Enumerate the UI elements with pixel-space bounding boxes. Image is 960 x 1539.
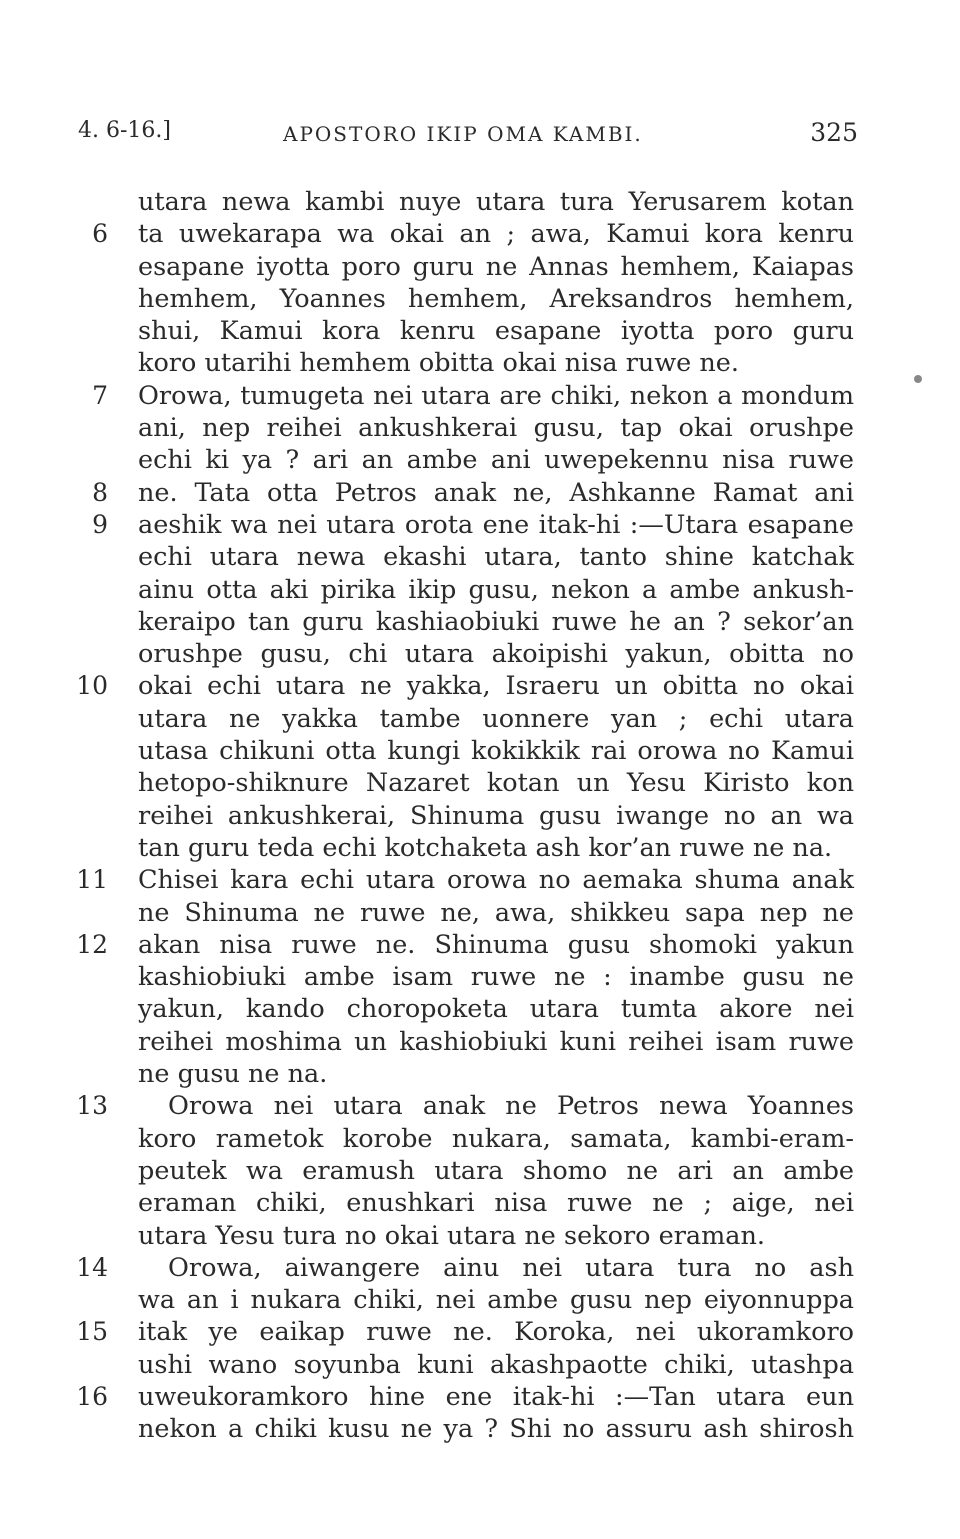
line-text: koro utarihi hemhem obitta okai nisa ruwe ne. (138, 348, 739, 379)
text-line (60, 186, 860, 218)
text-line (60, 767, 860, 799)
line-text: shui, Kamui kora kenru esapane iyotta poro guru (138, 316, 854, 347)
text-line (60, 541, 860, 573)
text-line (60, 1187, 860, 1219)
line-text: koro rametok korobe nukara, samata, kambi-eram- (138, 1123, 854, 1154)
text-line (60, 1284, 860, 1316)
line-text: Orowa nei utara anak ne Petros newa Yoannes (168, 1091, 854, 1122)
line-text: reihei moshima un kashiobiuki kuni reihei isam ruwe (138, 1026, 854, 1057)
verse-number: 14 (76, 1252, 108, 1282)
text-line (60, 283, 860, 315)
line-text: uweukoramkoro hine ene itak-hi :—Tan utara eun (138, 1381, 854, 1412)
verse-number: 15 (76, 1317, 108, 1347)
text-line (60, 1026, 860, 1058)
verse-number: 13 (76, 1091, 108, 1121)
text-line (60, 638, 860, 670)
line-text: echi utara newa ekashi utara, tanto shine katchak (138, 542, 854, 573)
text-line (60, 703, 860, 735)
text-line (60, 218, 860, 250)
chapter-verse-reference: 4. 6-16.] (78, 118, 171, 143)
text-line (60, 961, 860, 993)
line-text: ainu otta aki pirika ikip gusu, nekon a ambe ankush- (138, 574, 854, 605)
line-text: esapane iyotta poro guru ne Annas hemhem, Kaiapas (138, 251, 854, 282)
line-text: akan nisa ruwe ne. Shinuma gusu shomoki yakun (138, 929, 854, 960)
text-line (60, 1316, 860, 1348)
text-line (60, 509, 860, 541)
line-text: yakun, kando choropoketa utara tumta akore nei (138, 994, 854, 1025)
text-line (60, 477, 860, 509)
verse-number: 6 (92, 219, 108, 249)
text-line (60, 832, 860, 864)
verse-number: 7 (92, 380, 108, 410)
line-text: Chisei kara echi utara orowa no aemaka shuma anak (138, 865, 854, 896)
text-line (60, 380, 860, 412)
text-line (60, 897, 860, 929)
line-text: hemhem, Yoannes hemhem, Areksandros hemhem, (138, 283, 854, 314)
verse-number: 11 (76, 865, 108, 895)
text-line (60, 1413, 860, 1445)
line-text: keraipo tan guru kashiaobiuki ruwe he an ? sekor’an (138, 606, 854, 637)
line-text: echi ki ya ? ari an ambe ani uwepekennu nisa ruwe (138, 445, 854, 476)
line-text: ne gusu ne na. (138, 1059, 328, 1090)
text-line (60, 1252, 860, 1284)
page-number: 325 (810, 118, 858, 147)
text-line (60, 251, 860, 283)
margin-speck (914, 375, 922, 383)
line-text: utara newa kambi nuye utara tura Yerusarem kotan (138, 187, 854, 217)
line-text: utasa chikuni otta kungi kokikkik rai orowa no Kamui (138, 736, 854, 767)
line-text: kashiobiuki ambe isam ruwe ne : inambe gusu ne (138, 962, 854, 993)
line-text: itak ye eaikap ruwe ne. Koroka, nei ukoramkoro (138, 1317, 854, 1348)
text-line (60, 1123, 860, 1155)
verse-number: 8 (92, 477, 108, 507)
line-text: peutek wa eramush utara shomo ne ari an ambe (138, 1155, 854, 1186)
text-line (60, 444, 860, 476)
line-text: ta uwekarapa wa okai an ; awa, Kamui kora kenru (138, 219, 854, 250)
text-line (60, 670, 860, 702)
text-line (60, 929, 860, 961)
text-line (60, 412, 860, 444)
text-line (60, 1155, 860, 1187)
text-line (60, 315, 860, 347)
line-text: ne. Tata otta Petros anak ne, Ashkanne Ramat ani (138, 477, 854, 508)
line-text: ne Shinuma ne ruwe ne, awa, shikkeu sapa nep ne (138, 897, 854, 928)
line-text: Orowa, tumugeta nei utara are chiki, nekon a mondum (138, 380, 854, 411)
verse-number: 16 (76, 1381, 108, 1411)
text-line (60, 347, 860, 379)
text-line (60, 606, 860, 638)
line-text: orushpe gusu, chi utara akoipishi yakun, obitta no (138, 639, 854, 670)
line-text: hetopo-shiknure Nazaret kotan un Yesu Kiristo kon (138, 768, 854, 799)
text-line (60, 993, 860, 1025)
line-text: reihei ankushkerai, Shinuma gusu iwange no an wa (138, 800, 854, 831)
text-line (60, 1381, 860, 1413)
line-text: utara ne yakka tambe uonnere yan ; echi utara (138, 703, 854, 734)
text-line (60, 800, 860, 832)
running-header (78, 118, 858, 158)
text-line (60, 864, 860, 896)
verse-number: 10 (76, 671, 108, 701)
line-text: aeshik wa nei utara orota ene itak-hi :—Utara esapane (138, 509, 854, 540)
line-text: ushi wano soyunba kuni akashpaotte chiki, utashpa (138, 1349, 854, 1380)
line-text: ani, nep reihei ankushkerai gusu, tap okai orushpe (138, 413, 854, 444)
text-line (60, 735, 860, 767)
line-text: wa an i nukara chiki, nei ambe gusu nep eiyonnuppa (138, 1285, 854, 1316)
text-line (60, 1090, 860, 1122)
line-text: Orowa, aiwangere ainu nei utara tura no ash (168, 1252, 854, 1283)
line-text: tan guru teda echi kotchaketa ash kor’an ruwe ne na. (138, 832, 833, 863)
text-line (60, 1058, 860, 1090)
running-title: APOSTORO IKIP OMA KAMBI. (283, 122, 643, 146)
line-text: okai echi utara ne yakka, Israeru un obitta no okai (138, 671, 854, 702)
text-line (60, 1220, 860, 1252)
line-text: eraman chiki, enushkari nisa ruwe ne ; aige, nei (138, 1188, 854, 1219)
page-text (60, 186, 860, 1446)
line-text: utara Yesu tura no okai utara ne sekoro eraman. (138, 1220, 766, 1251)
text-line (60, 1349, 860, 1381)
verse-number: 12 (76, 929, 108, 959)
text-line (60, 574, 860, 606)
verse-number: 9 (92, 509, 108, 539)
line-text: nekon a chiki kusu ne ya ? Shi no assuru ash shirosh (138, 1414, 854, 1445)
